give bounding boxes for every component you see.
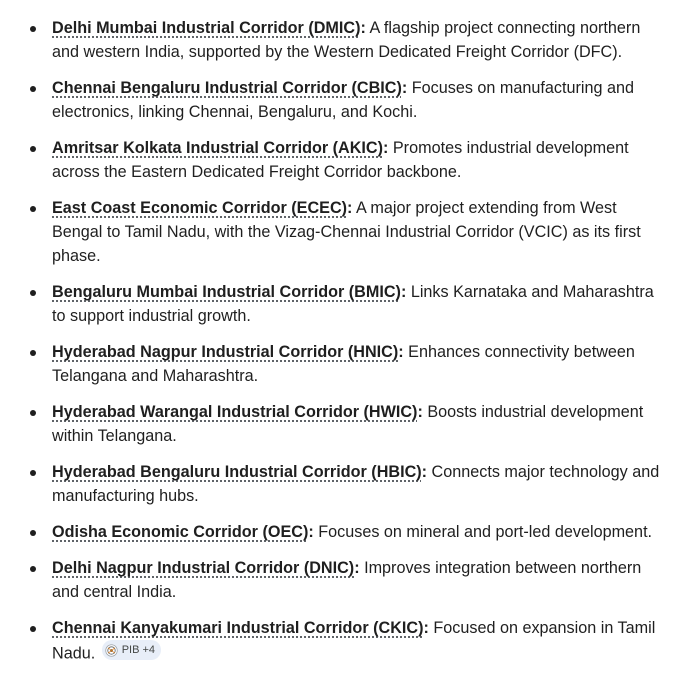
term-colon: : — [417, 403, 423, 421]
item-description: A flagship project connecting northern and western India, supported by the Western Dedicated Freight Corridor (DFC). — [52, 19, 641, 61]
bullet-icon — [30, 350, 36, 356]
term-colon: : — [401, 79, 408, 97]
term-colon: : — [423, 619, 429, 637]
term-colon: : — [421, 463, 428, 481]
item-description: Boosts industrial development within Telangana. — [52, 403, 644, 445]
source-chip[interactable] — [102, 640, 161, 660]
term-link[interactable]: Hyderabad Warangal Industrial Corridor (HWIC) — [52, 403, 418, 421]
item-description: Focused on expansion in Tamil Nadu. — [52, 619, 656, 663]
list-item — [0, 76, 690, 124]
bullet-icon — [30, 146, 36, 152]
item-description: Links Karnataka and Maharashtra to support industrial growth. — [52, 283, 654, 325]
item-description: Focuses on manufacturing and electronics, linking Chennai, Bengaluru, and Kochi. — [52, 79, 634, 121]
term-colon: : — [398, 343, 404, 361]
term-link[interactable]: Bengaluru Mumbai Industrial Corridor (BMIC) — [52, 283, 401, 301]
term-link[interactable]: East Coast Economic Corridor (ECEC) — [52, 199, 348, 217]
list-item — [0, 16, 690, 64]
bullet-icon — [30, 410, 36, 416]
bullet-icon — [30, 566, 36, 572]
term-link[interactable]: Amritsar Kolkata Industrial Corridor (AKIC) — [52, 139, 383, 157]
bullet-icon — [30, 86, 36, 92]
source-chip-label: PIB +4 — [121, 644, 156, 656]
term-colon: : — [347, 199, 353, 217]
term-colon: : — [400, 283, 407, 301]
item-description: Promotes industrial development across the Eastern Dedicated Freight Corridor backbone. — [52, 139, 629, 181]
item-description: Enhances connectivity between Telangana and Maharashtra. — [52, 343, 635, 385]
list-item — [0, 616, 690, 666]
item-description: Connects major technology and manufacturing hubs. — [52, 463, 660, 505]
bullet-icon — [30, 530, 36, 536]
list-item — [0, 460, 690, 508]
term-colon: : — [360, 19, 366, 37]
term-colon: : — [354, 559, 360, 577]
term-colon: : — [383, 139, 389, 157]
term-link[interactable]: Odisha Economic Corridor (OEC) — [52, 523, 309, 541]
bullet-icon — [30, 26, 36, 32]
list-item — [0, 556, 690, 604]
bullet-icon — [30, 470, 36, 476]
list-item — [0, 340, 690, 388]
term-link[interactable]: Delhi Mumbai Industrial Corridor (DMIC) — [52, 19, 361, 37]
bullet-icon — [30, 206, 36, 212]
item-description: A major project extending from West Bengal to Tamil Nadu, with the Vizag-Chennai Industrial Corridor (VCIC) as its first phase. — [52, 199, 641, 265]
item-description: Focuses on mineral and port-led development. — [313, 523, 653, 541]
list-item — [0, 400, 690, 448]
term-link[interactable]: Hyderabad Bengaluru Industrial Corridor (HBIC) — [52, 463, 422, 481]
list-item — [0, 196, 690, 268]
term-link[interactable]: Chennai Bengaluru Industrial Corridor (CBIC) — [52, 79, 402, 97]
term-link[interactable]: Hyderabad Nagpur Industrial Corridor (HNIC) — [52, 343, 399, 361]
term-colon: : — [308, 523, 314, 541]
bullet-icon — [30, 290, 36, 296]
list-item — [0, 280, 690, 328]
bullet-icon — [30, 626, 36, 632]
term-link[interactable]: Delhi Nagpur Industrial Corridor (DNIC) — [52, 559, 355, 577]
item-description: Improves integration between northern and central India. — [52, 559, 642, 601]
list-item — [0, 136, 690, 184]
source-favicon-icon — [105, 644, 118, 657]
term-link[interactable]: Chennai Kanyakumari Industrial Corridor (CKIC) — [52, 619, 424, 637]
list-item — [0, 520, 690, 544]
